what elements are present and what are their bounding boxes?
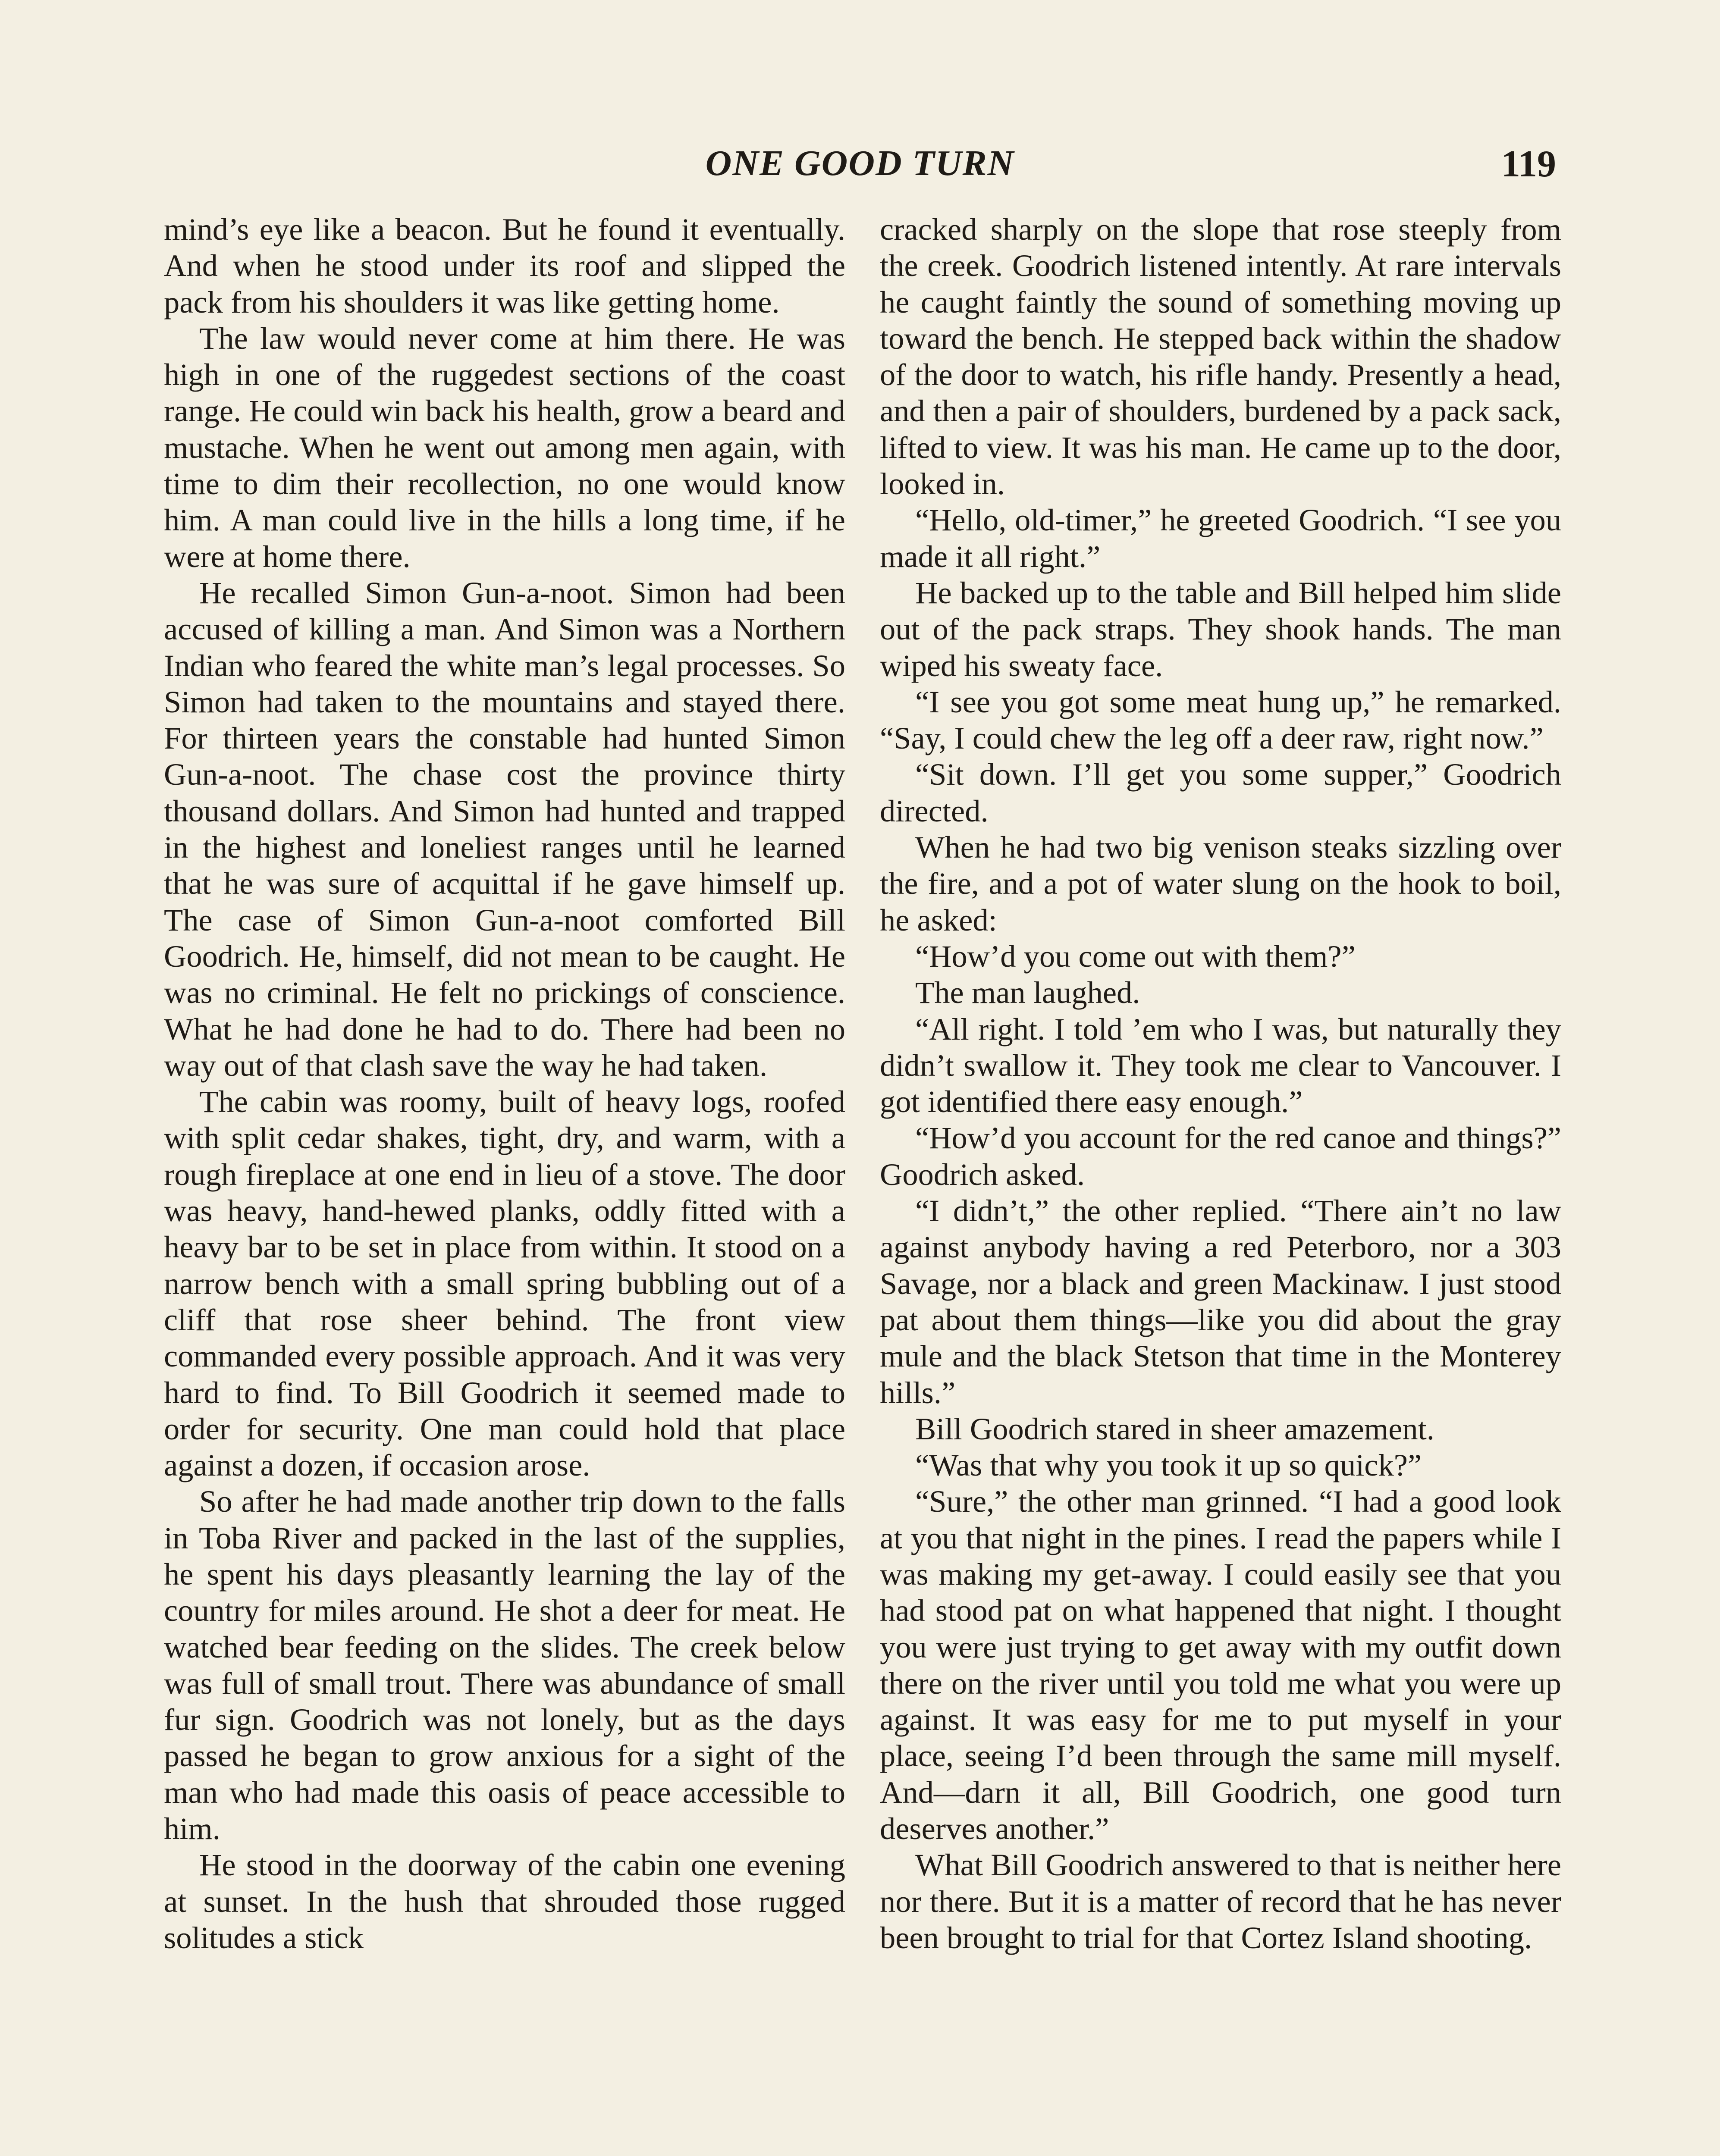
paragraph: He backed up to the table and Bill helped him slide out of the pack straps. They shook hands. The man wiped his sweaty face. [880, 575, 1561, 683]
paragraph: “Sure,” the other man grinned. “I had a good look at you that night in the pines. I read the papers while I was making my get-away. I could easily see that you had stood pat on what happened that night. I thought you were just trying to get away with my outfit down there on the river until you told me what you were up against. It was easy for me to put myself in your place, seeing I’d been through the same mill myself. And—darn it all, Bill Goodrich, one good turn deserves another.” [880, 1484, 1561, 1846]
paragraph: The man laughed. [915, 975, 1140, 1010]
paragraph: The cabin was roomy, built of heavy logs, roofed with split cedar shakes, tight, dry, and warm, with a rough fireplace at one end in lieu of a stove. The door was heavy, hand-hewed planks, oddly fitted with a heavy bar to be set in place from within. It stood on a narrow bench with a small spring bubbling out of a cliff that rose sheer behind. The front view commanded every possible approach. And it was very hard to find. To Bill Goodrich it seemed made to order for security. One man could hold that place against a dozen, if occasion arose. [164, 1084, 845, 1483]
paragraph: “I didn’t,” the other replied. “There ain’t no law against anybody having a red Peterboro, nor a 303 Savage, nor a black and green Mackinaw. I just stood pat about them things—like you did about the gray mule and the black Stetson that time in the Monterey hills.” [880, 1193, 1561, 1410]
right-column [880, 211, 1561, 1956]
page-title: ONE GOOD TURN [705, 143, 1015, 183]
paragraph: So after he had made another trip down to the falls in Toba River and packed in the last of the supplies, he spent his days pleasantly learning the lay of the country for miles around. He shot a deer for meat. He watched bear feeding on the slides. The creek below was full of small trout. There was abundance of small fur sign. Goodrich was not lonely, but as the days passed he began to grow anxious for a sight of the man who had made this oasis of peace accessible to him. [164, 1484, 845, 1846]
paragraph: cracked sharply on the slope that rose steeply from the creek. Goodrich listened intently. At rare intervals he caught faintly the sound of something moving up toward the bench. He stepped back within the shadow of the door to watch, his rifle handy. Presently a head, and then a pair of shoulders, burdened by a pack sack, lifted to view. It was his man. He came up to the door, looked in. [880, 212, 1561, 501]
paragraph: “How’d you account for the red canoe and things?” Goodrich asked. [880, 1120, 1561, 1192]
paragraph: mind’s eye like a beacon. But he found it eventually. And when he stood under its roof and slipped the pack from his shoulders it was like getting home. [164, 212, 845, 320]
paragraph: “Was that why you took it up so quick?” [915, 1448, 1422, 1483]
paragraph: The law would never come at him there. He was high in one of the ruggedest sections of the coast range. He could win back his health, grow a beard and mustache. When he went out among men again, with time to dim their recollection, no one would know him. A man could live in the hills a long time, if he were at home there. [164, 320, 845, 574]
paragraph: When he had two big venison steaks sizzling over the fire, and a pot of water slung on the hook to boil, he asked: [880, 830, 1561, 937]
paragraph: “How’d you come out with them?” [915, 938, 1356, 974]
paragraph: “Sit down. I’ll get you some supper,” Goodrich directed. [880, 757, 1561, 828]
paragraph: What Bill Goodrich answered to that is neither here nor there. But it is a matter of record that he has never been brought to trial for that Cortez Island shooting. [880, 1847, 1561, 1955]
running-head [164, 142, 1556, 190]
paragraph: “All right. I told ’em who I was, but naturally they didn’t swallow it. They took me clear to Vancouver. I got identified there easy enough.” [880, 1011, 1561, 1119]
left-column [164, 211, 845, 1956]
page-number: 119 [1501, 143, 1556, 185]
paragraph: He recalled Simon Gun-a-noot. Simon had been accused of killing a man. And Simon was a Northern Indian who feared the white man’s legal processes. So Simon had taken to the mountains and stayed there. For thirteen years the constable had hunted Simon Gun-a-noot. The chase cost the province thirty thousand dollars. And Simon had hunted and trapped in the highest and loneliest ranges until he learned that he was sure of acquittal if he gave himself up. The case of Simon Gun-a-noot comforted Bill Goodrich. He, himself, did not mean to be caught. He was no criminal. He felt no prickings of conscience. What he had done he had to do. There had been no way out of that clash save the way he had taken. [164, 575, 845, 1083]
paragraph: He stood in the doorway of the cabin one evening at sunset. In the hush that shrouded those rugged solitudes a stick [164, 1847, 845, 1955]
paragraph: “I see you got some meat hung up,” he remarked. “Say, I could chew the leg off a deer raw, right now.” [880, 684, 1561, 756]
paragraph: “Hello, old-timer,” he greeted Goodrich. “I see you made it all right.” [880, 502, 1561, 574]
paragraph: Bill Goodrich stared in sheer amazement. [915, 1411, 1434, 1446]
